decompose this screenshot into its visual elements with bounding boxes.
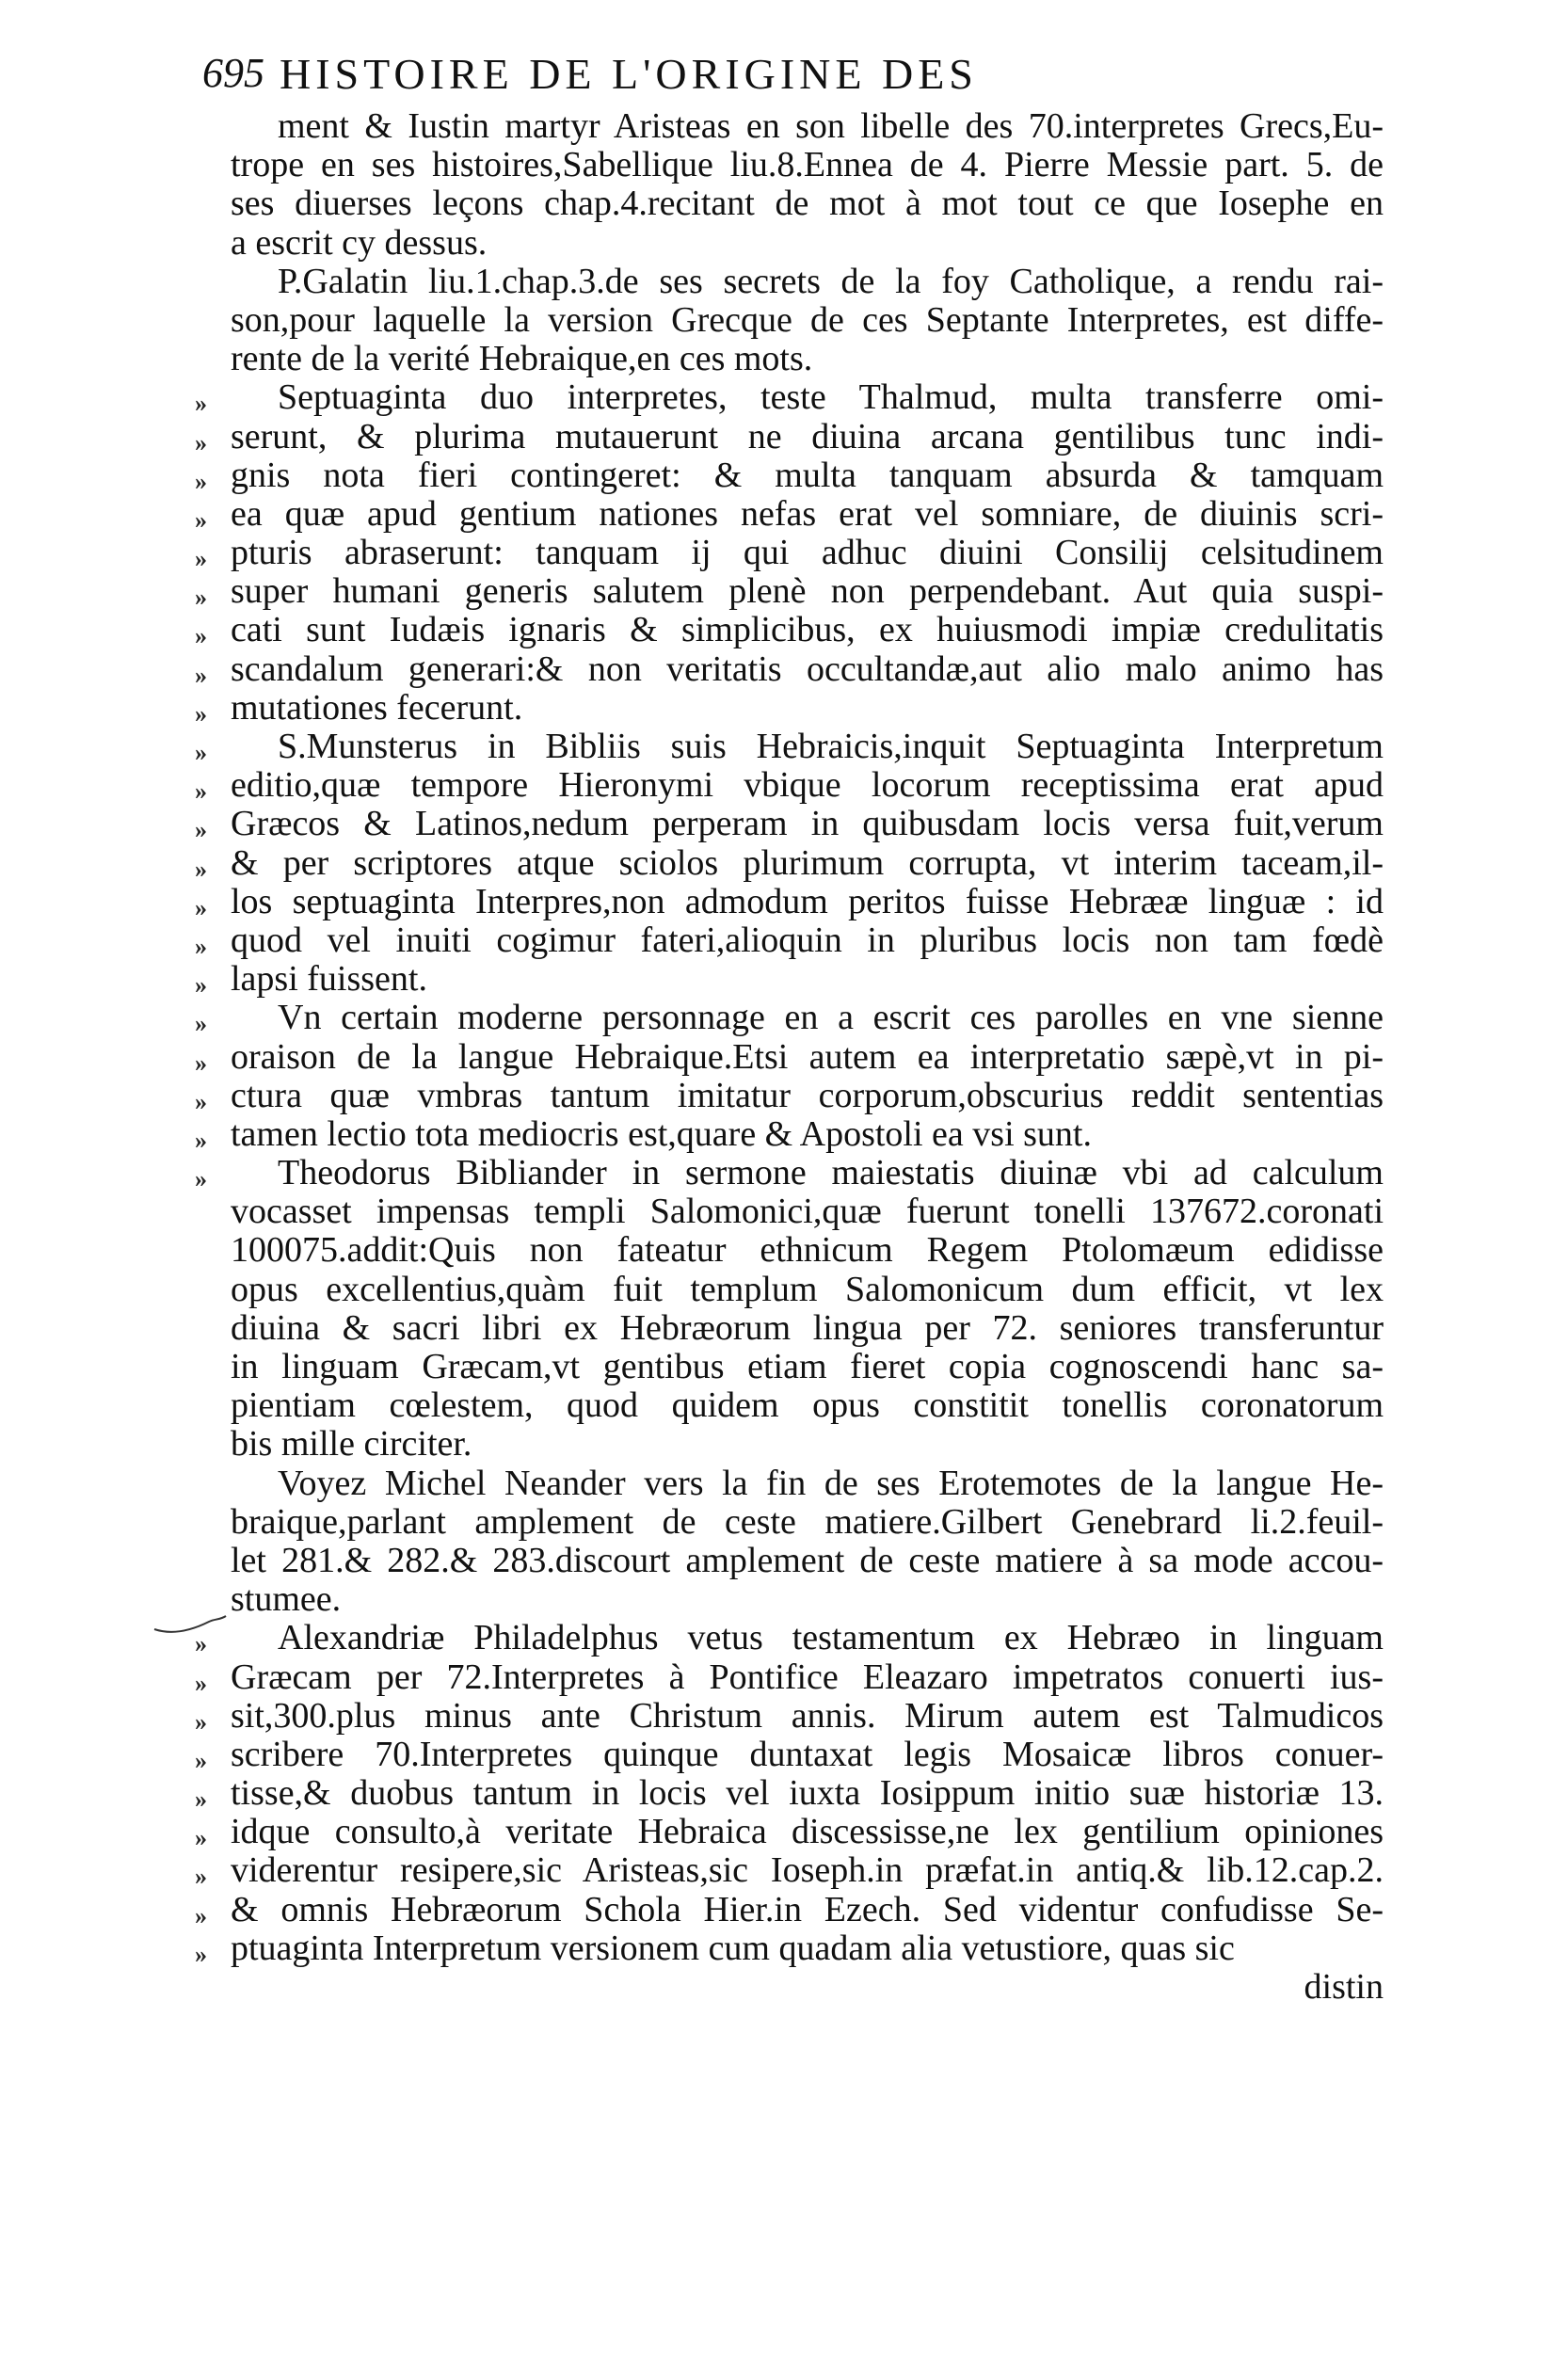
page-number: 695 bbox=[202, 50, 264, 96]
quotation-marker: » bbox=[195, 1087, 207, 1115]
quotation-marker: » bbox=[195, 1010, 207, 1038]
quotation-marker: » bbox=[195, 505, 207, 534]
text-line: gnis nota fieri contingeret: & multa tanquam absurda & tamquam » bbox=[231, 456, 1384, 495]
text-line: in linguam Græcam,vt gentibus etiam fieret copia cognoscendi hanc sa- bbox=[231, 1347, 1384, 1386]
text-line: & per scriptores atque sciolos plurimum corrupta, vt interim taceam,il- » bbox=[231, 844, 1384, 883]
text-line: ptuaginta Interpretum versionem cum quadam alia vetustiore, quas sic » bbox=[231, 1929, 1384, 1968]
text-line: ea quæ apud gentium nationes nefas erat vel somniare, de diuinis scri- » bbox=[231, 495, 1384, 534]
text-line: 100075.addit:Quis non fateatur ethnicum Regem Ptolomæum edidisse bbox=[231, 1230, 1384, 1271]
text-line: Alexandriæ Philadelphus vetus testamentum ex Hebræo in linguam » bbox=[231, 1619, 1384, 1657]
quotation-marker: » bbox=[195, 1940, 207, 1968]
quotation-marker: » bbox=[195, 1824, 207, 1852]
text-block bbox=[195, 106, 1384, 2007]
quotation-marker: » bbox=[195, 1126, 207, 1154]
paragraph bbox=[195, 377, 1384, 728]
text-line: editio,quæ tempore Hieronymi vbique locorum receptissima erat apud » bbox=[231, 766, 1384, 805]
paragraph bbox=[231, 107, 1384, 263]
pen-stroke-mark bbox=[152, 1609, 228, 1646]
text-line: viderentur resipere,sic Aristeas,sic Ioseph.in præfat.in antiq.& lib.12.cap.2. » bbox=[231, 1851, 1384, 1890]
text-line: bis mille circiter. bbox=[231, 1424, 472, 1465]
text-line: los septuaginta Interpres,non admodum peritos fuisse Hebrææ linguæ : id » bbox=[231, 883, 1384, 921]
paragraph bbox=[195, 998, 1384, 1154]
text-line: stumee. bbox=[231, 1579, 342, 1620]
text-line: scribere 70.Interpretes quinque duntaxat legis Mosaicæ libros conuer- » bbox=[231, 1736, 1384, 1774]
quotation-marker: » bbox=[195, 1746, 207, 1774]
text-line: P.Galatin liu.1.chap.3.de ses secrets de la foy Catholique, a rendu rai- bbox=[278, 261, 1384, 301]
quotation-marker: » bbox=[195, 816, 207, 844]
quotation-marker: » bbox=[195, 467, 207, 495]
text-line: serunt, & plurima mutauerunt ne diuina arcana gentilibus tunc indi- » bbox=[231, 418, 1384, 456]
text-line: a escrit cy dessus. bbox=[231, 222, 488, 263]
quotation-marker: » bbox=[195, 1785, 207, 1814]
quotation-marker: » bbox=[195, 622, 207, 650]
text-line: lapsi fuissent. » bbox=[231, 960, 1384, 999]
text-line: son,pour laquelle la version Grecque de ces Septante Interpretes, est diffe- bbox=[231, 299, 1384, 340]
quotation-marker: » bbox=[195, 1707, 207, 1736]
text-line: rente de la verité Hebraique,en ces mots. bbox=[231, 339, 813, 379]
paragraph bbox=[231, 1465, 1384, 1620]
text-line: pientiam cœlestem, quod quidem opus constitit tonellis coronatorum bbox=[231, 1385, 1384, 1426]
text-line: Græcos & Latinos,nedum perperam in quibusdam locis versa fuit,verum » bbox=[231, 805, 1384, 843]
text-line: let 281.& 282.& 283.discourt amplement de ceste matiere à sa mode accou- bbox=[231, 1540, 1384, 1580]
text-line: & omnis Hebræorum Schola Hier.in Ezech. Sed videntur confudisse Se- » bbox=[231, 1891, 1384, 1929]
text-line: Septuaginta duo interpretes, teste Thalmud, multa transferre omi- » bbox=[231, 378, 1384, 417]
quotation-marker: » bbox=[195, 1669, 207, 1697]
quotation-marker: » bbox=[195, 545, 207, 573]
quotation-marker: » bbox=[195, 1863, 207, 1891]
text-line: vocasset impensas templi Salomonici,quæ fuerunt tonelli 137672.coronati bbox=[231, 1192, 1384, 1232]
running-title: HISTOIRE DE L'ORIGINE DES bbox=[280, 50, 978, 98]
text-line: trope en ses histoires,Sabellique liu.8.Ennea de 4. Pierre Messie part. 5. de bbox=[231, 145, 1384, 185]
text-line: Theodorus Bibliander in sermone maiestatis diuinæ vbi ad calculum » bbox=[231, 1154, 1384, 1193]
text-line: idque consulto,à veritate Hebraica discessisse,ne lex gentilium opiniones » bbox=[231, 1813, 1384, 1851]
text-line: quod vel inuiti cogimur fateri,alioquin in pluribus locis non tam fœdè » bbox=[231, 921, 1384, 960]
quotation-marker: » bbox=[195, 971, 207, 1000]
quotation-marker: » bbox=[195, 893, 207, 921]
quotation-marker: » bbox=[195, 1630, 207, 1658]
text-line: pturis abraserunt: tanquam ij qui adhuc diuini Consilij celsitudinem » bbox=[231, 534, 1384, 572]
quotation-marker: » bbox=[195, 661, 207, 689]
quotation-marker: » bbox=[195, 428, 207, 456]
text-line: ctura quæ vmbras tantum imitatur corporum,obscurius reddit sententias » bbox=[231, 1077, 1384, 1115]
paragraph bbox=[195, 727, 1384, 1000]
text-line: tisse,& duobus tantum in locis vel iuxta Iosippum initio suæ historiæ 13. » bbox=[231, 1774, 1384, 1813]
quotation-marker: » bbox=[195, 932, 207, 960]
text-line: braique,parlant amplement de ceste matiere.Gilbert Genebrard li.2.feuil- bbox=[231, 1501, 1384, 1542]
text-line: Voyez Michel Neander vers la fin de ses Erotemotes de la langue He- bbox=[278, 1463, 1384, 1503]
quotation-marker: » bbox=[195, 584, 207, 612]
paragraph bbox=[195, 1618, 1384, 1968]
text-line: oraison de la langue Hebraique.Etsi autem ea interpretatio sæpè,vt in pi- » bbox=[231, 1038, 1384, 1077]
quotation-marker: » bbox=[195, 1048, 207, 1077]
quotation-marker: » bbox=[195, 1901, 207, 1929]
text-line: diuina & sacri libri ex Hebræorum lingua per 72. seniores transferuntur bbox=[231, 1307, 1384, 1348]
quotation-marker: » bbox=[195, 855, 207, 883]
paragraph bbox=[231, 263, 1384, 379]
quotation-marker: » bbox=[195, 1165, 207, 1193]
text-line: cati sunt Iudæis ignaris & simplicibus, ex huiusmodi impiæ credulitatis » bbox=[231, 611, 1384, 649]
text-line: tamen lectio tota mediocris est,quare & Apostoli ea vsi sunt. » bbox=[231, 1115, 1384, 1154]
text-line: Vn certain moderne personnage en a escrit ces parolles en vne sienne » bbox=[231, 999, 1384, 1037]
text-line: ment & Iustin martyr Aristeas en son libelle des 70.interpretes Grecs,Eu- bbox=[278, 106, 1384, 146]
catchword: distin bbox=[1304, 1967, 1384, 2007]
quotation-marker: » bbox=[195, 699, 207, 728]
text-line: S.Munsterus in Bibliis suis Hebraicis,inquit Septuaginta Interpretum » bbox=[231, 728, 1384, 766]
quotation-marker: » bbox=[195, 390, 207, 418]
text-line: scandalum generari:& non veritatis occultandæ,aut alio malo animo has » bbox=[231, 650, 1384, 689]
text-line: mutationes fecerunt. » bbox=[231, 689, 1384, 728]
text-line: Græcam per 72.Interpretes à Pontifice Eleazaro impetratos conuerti ius- » bbox=[231, 1658, 1384, 1697]
text-line: opus excellentius,quàm fuit templum Salomonicum dum efficit, vt lex bbox=[231, 1269, 1384, 1309]
paragraph bbox=[195, 1153, 1384, 1465]
text-line: ses diuerses leçons chap.4.recitant de mot à mot tout ce que Iosephe en bbox=[231, 184, 1384, 224]
running-head bbox=[202, 49, 1398, 105]
text-line: sit,300.plus minus ante Christum annis. Mirum autem est Talmudicos » bbox=[231, 1697, 1384, 1736]
quotation-marker: » bbox=[195, 777, 207, 806]
quotation-marker: » bbox=[195, 739, 207, 766]
text-line: super humani generis salutem plenè non perpendebant. Aut quia suspi- » bbox=[231, 572, 1384, 611]
